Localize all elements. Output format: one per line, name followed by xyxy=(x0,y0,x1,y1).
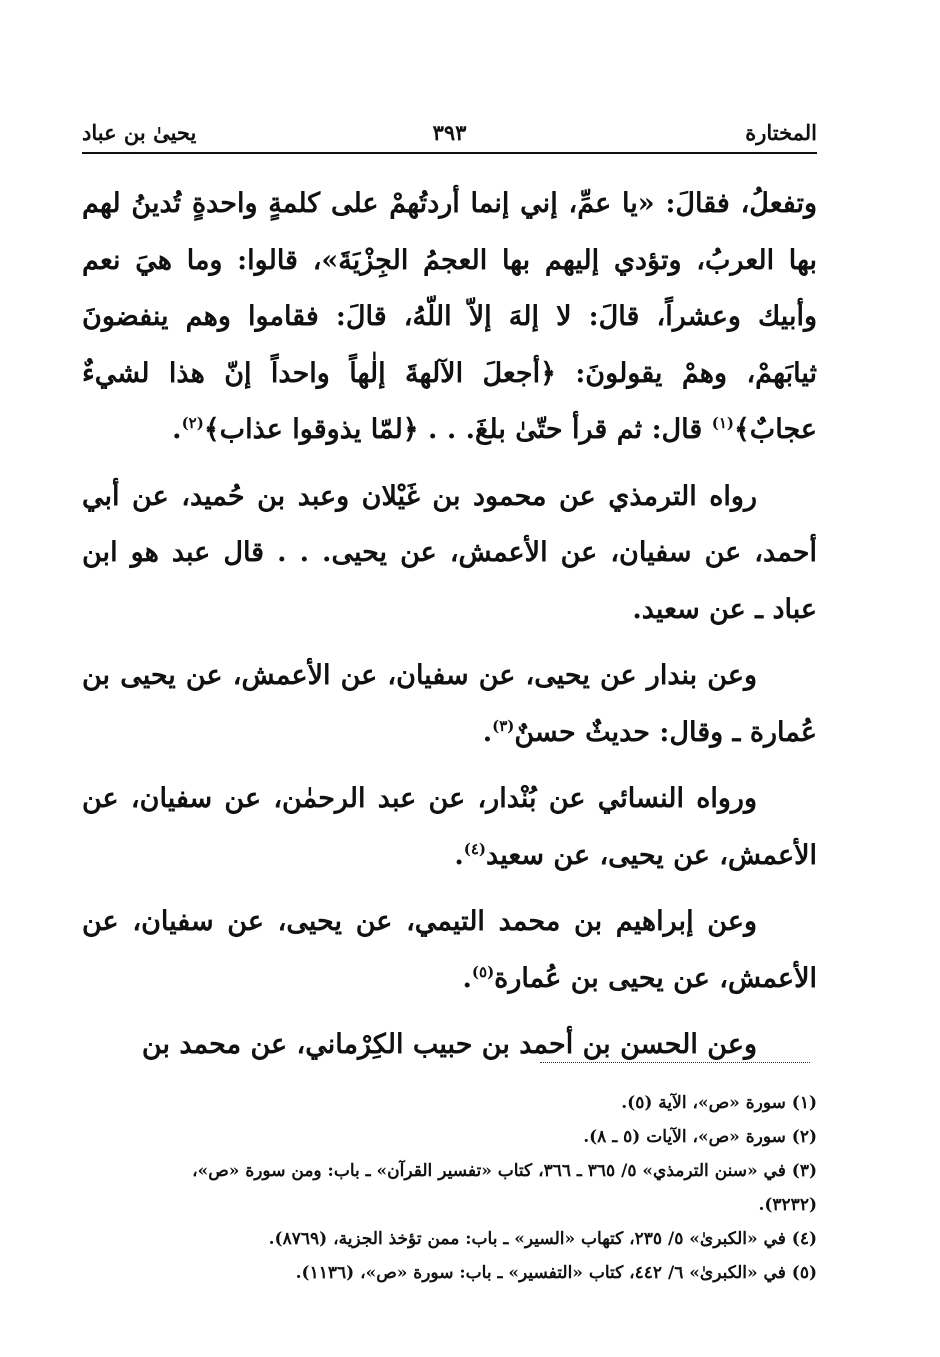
paragraph-1 xyxy=(82,176,817,459)
page-number: ٣٩٣ xyxy=(432,120,467,145)
paragraph-4 xyxy=(82,771,817,884)
running-header xyxy=(82,112,817,154)
paragraph-1-text: وتفعلُ، فقالَ: «يا عمِّ، إني إنما أردتُهمْ على كلمةٍ واحدةٍ تُدينُ لهم بها العربُ، وتؤدي إليهم بها العجمُ الجِزْيَةَ»، قالوا: وما هيَ نعم وأبيك وعشراً، قالَ: لا إلهَ إلاّ اللّهُ، قالَ: فقاموا وهم ينفضونَ ثيابَهمْ، وهمْ يقولونَ: ﴿أجعلَ الآلهةَ إلٰهاً واحداً إنّ هذا لشيءٌ عجابٌ﴾ xyxy=(82,188,817,445)
footnote-ref-3: (٣) xyxy=(492,716,515,735)
paragraph-6: وعن الحسن بن أحمد بن حبيب الكِرْماني، عن محمد بن xyxy=(141,1029,757,1060)
footnote-ref-2: (٢) xyxy=(181,414,204,432)
paragraph-4-text: ورواه النسائي عن بُنْدار، عن عبد الرحمٰن، عن سفيان، عن الأعمش، عن يحيى، عن سعيد xyxy=(82,783,817,871)
paragraph-1-end: . xyxy=(172,414,182,445)
footnote-ref-1: (١) xyxy=(711,414,734,432)
footnote-5: (٥) في «الكبرىٰ» ٦/ ٤٤٢، كتاب «التفسير» ـ باب: سورة «ص»، (١١٣٦). xyxy=(295,1263,817,1283)
paragraph-2: رواه الترمذي عن محمود بن غَيْلان وعبد بن حُميد، عن أبي أحمد، عن سفيان، عن الأعمش، عن يحيى. . . قال عبد هو ابن عباد ـ عن سعيد. xyxy=(82,480,817,625)
paragraph-4-end: . xyxy=(454,839,464,871)
section-title: يحيىٰ بن عباد xyxy=(82,120,197,145)
footnote-4: (٤) في «الكبرىٰ» ٥/ ٢٣٥، كتهاب «السير» ـ باب: ممن تؤخذ الجزية، (٨٧٦٩). xyxy=(268,1229,817,1249)
footnote-divider xyxy=(540,1062,810,1063)
footnotes xyxy=(150,1086,817,1290)
paragraph-3 xyxy=(82,648,817,761)
footnote-ref-5: (٥) xyxy=(471,962,495,981)
paragraph-5-end: . xyxy=(462,962,472,994)
paragraph-3-end: . xyxy=(482,716,493,748)
paragraph-1-text-2: قال: ثم قرأ حتّىٰ بلغَ. . . ﴿لمّا يذوقوا عذاب﴾ xyxy=(203,414,712,445)
main-text xyxy=(82,176,817,1084)
footnote-1: (١) سورة «ص»، الآية (٥). xyxy=(621,1093,817,1113)
footnote-ref-4: (٤) xyxy=(463,839,487,858)
footnote-2: (٢) سورة «ص»، الآيات (٥ ـ ٨). xyxy=(583,1127,817,1147)
footnote-3: (٣) في «سنن الترمذي» ٥/ ٣٦٥ ـ ٣٦٦، كتاب «تفسير القرآن» ـ باب: ومن سورة «ص»، (٣٢٣٢). xyxy=(192,1161,817,1215)
book-title: المختارة xyxy=(745,120,817,145)
paragraph-3-text: وعن بندار عن يحيى، عن سفيان، عن الأعمش، عن يحيى بن عُمارة ـ وقال: حديثٌ حسنٌ xyxy=(82,660,817,748)
paragraph-5 xyxy=(82,894,817,1007)
paragraph-5-text: وعن إبراهيم بن محمد التيمي، عن يحيى، عن سفيان، عن الأعمش، عن يحيى بن عُمارة xyxy=(82,906,817,994)
